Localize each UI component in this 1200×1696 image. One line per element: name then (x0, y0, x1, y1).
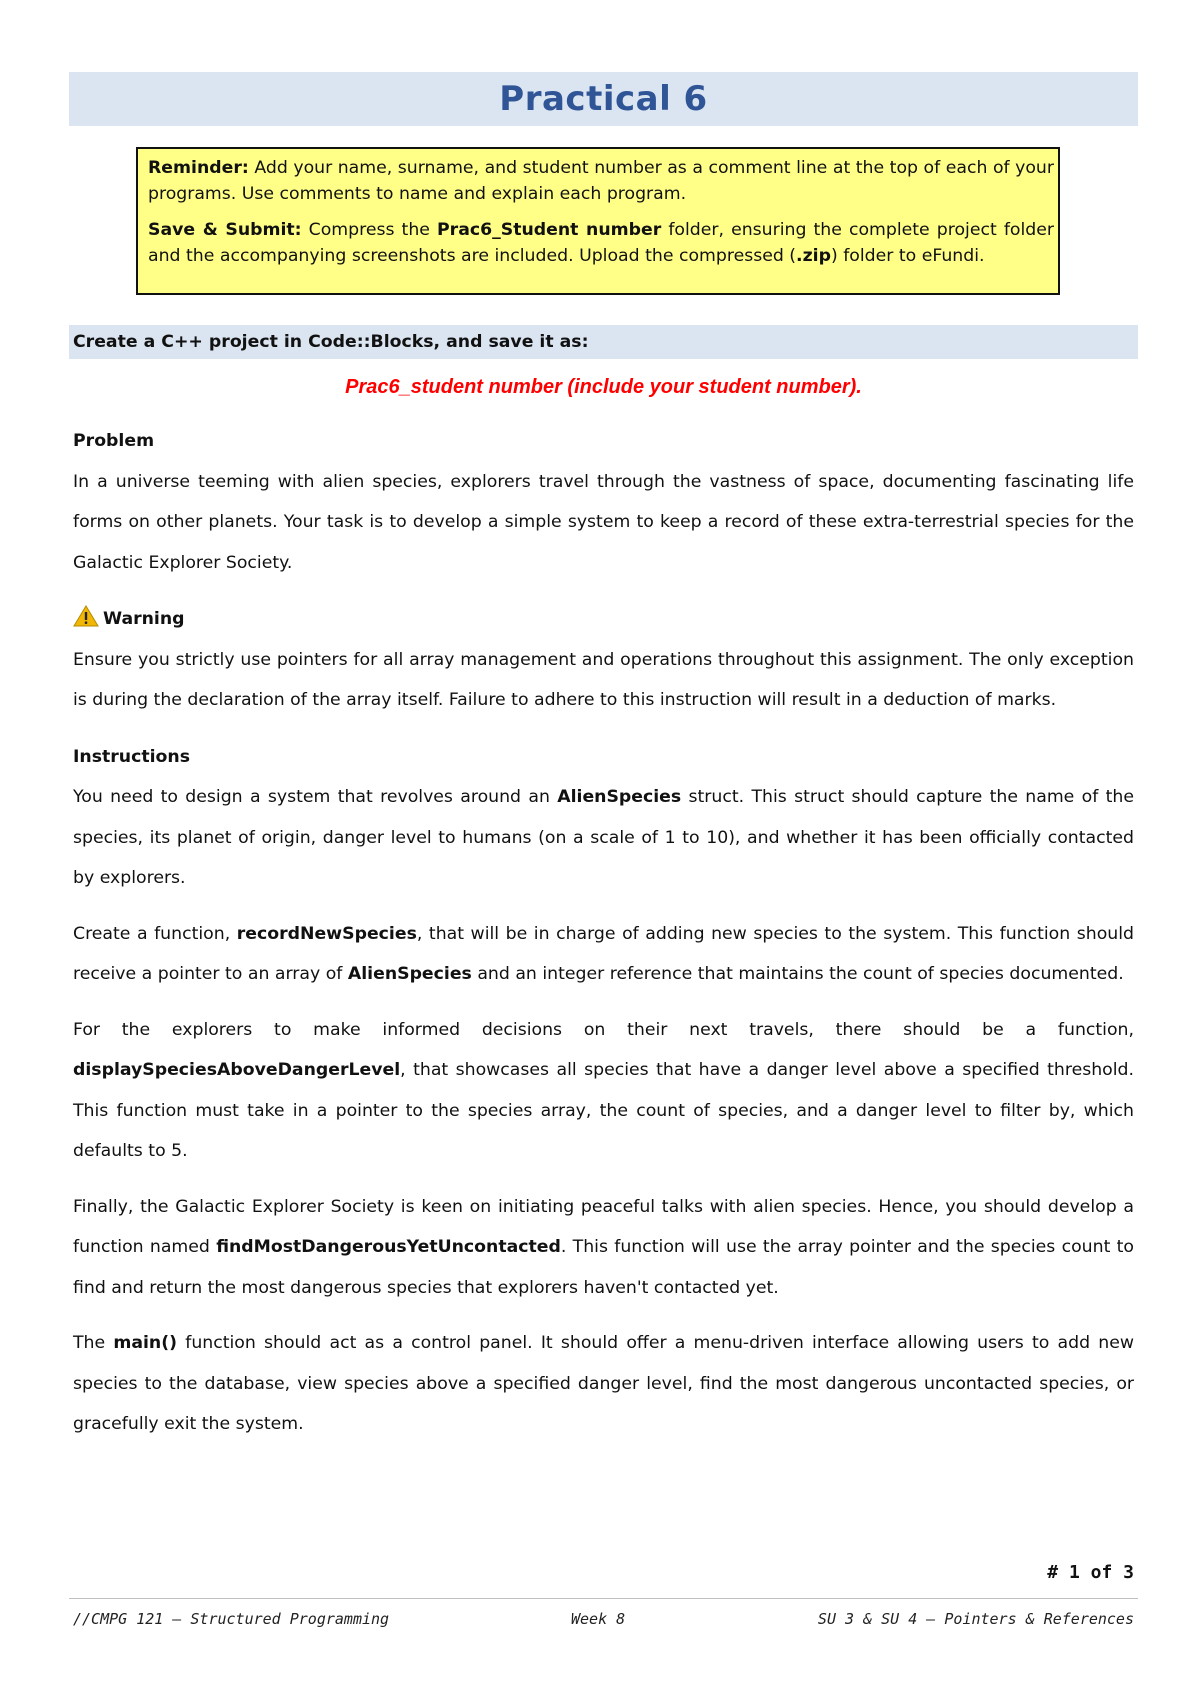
save-submit-paragraph (148, 217, 1054, 269)
page-title: Practical 6 (499, 79, 708, 119)
findmostdangerous-term: findMostDangerousYetUncontacted (216, 1237, 561, 1257)
instructions-paragraph-2: Create a function, recordNewSpecies, that will be in charge of adding new species to the system. This function should receive a pointer to an array of AlienSpecies and an integer reference that maintains the count of species documented. (73, 923, 1135, 984)
page-number: # 1 of 3 (1047, 1562, 1134, 1583)
instructions-paragraph-1: You need to design a system that revolves around an AlienSpecies struct. This struct should capture the name of the species, its planet of origin, danger level to humans (on a scale of 1 to 10), and whether it has been officially contacted by explorers. (73, 787, 1134, 888)
alienspecies-term: AlienSpecies (557, 787, 682, 807)
alienspecies-term: AlienSpecies (347, 964, 472, 984)
warning-icon (73, 605, 99, 627)
warning-heading: Warning (103, 609, 185, 629)
save-submit-text-c: ) folder to eFundi. (830, 246, 985, 266)
section-header-band (69, 325, 1138, 359)
recordnewspecies-term: recordNewSpecies (236, 923, 417, 944)
section-header: Create a C++ project in Code::Blocks, and save it as: (73, 332, 589, 352)
instructions-heading: Instructions (73, 746, 190, 767)
document-body (73, 421, 1134, 1445)
save-submit-text-a: Compress the (301, 220, 437, 240)
save-submit-label: Save & Submit: (148, 220, 302, 240)
save-submit-text-b: folder, ensuring the complete project folder and the accompanying screenshots are included. Upload the compressed ( (148, 220, 1054, 266)
footer-divider (69, 1598, 1138, 1599)
instructions-paragraph-4: Finally, the Galactic Explorer Society is keen on initiating peaceful talks with alien species. Hence, you should develop a function named findMostDangerousYetUncontacted. This function will use the array pointer and the species count to find and return the most dangerous species that explorers haven't contacted yet. (73, 1196, 1135, 1298)
folder-name: Prac6_Student number (437, 220, 662, 240)
zip-extension: .zip (796, 246, 831, 266)
displayspecies-term: displaySpeciesAboveDangerLevel (73, 1060, 401, 1080)
instructions-paragraph-5: The main() function should act as a control panel. It should offer a menu-driven interface allowing users to add new species to the database, view species above a specified danger level, find the most dangerous uncontacted species, or gracefully exit the system. (73, 1333, 1134, 1434)
footer-week: Week 8 (571, 1610, 626, 1628)
reminder-box (136, 147, 1060, 295)
footer (73, 1610, 1134, 1634)
warning-text: Ensure you strictly use pointers for all array management and operations throughout this assignment. The only exception is during the declaration of the array itself. Failure to adhere to this instruction will result in a deduction of marks. (73, 649, 1134, 710)
reminder-text: Add your name, surname, and student number as a comment line at the top of each of your programs. Use comments to name and explain each program. (148, 158, 1054, 204)
instructions-paragraph-3: For the explorers to make informed decisions on their next travels, there should be a function, displaySpeciesAboveDangerLevel, that showcases all species that have a danger level above a specified threshold. This function must take in a pointer to the species array, the count of species, and a danger level to filter by, which defaults to 5. (73, 1019, 1134, 1161)
reminder-label: Reminder: (148, 158, 249, 178)
footer-course: //CMPG 121 – Structured Programming (73, 1610, 390, 1628)
reminder-paragraph (148, 155, 1054, 207)
warning-heading-line (73, 599, 1134, 640)
problem-text: In a universe teeming with alien species, explorers travel through the vastness of space, documenting fascinating life forms on other planets. Your task is to develop a simple system to keep a record of these extra-terrestrial species for the Galactic Explorer Society. (73, 471, 1134, 573)
footer-topic: SU 3 & SU 4 – Pointers & References (817, 1610, 1134, 1628)
title-band (69, 72, 1138, 126)
main-function-term: main() (113, 1333, 178, 1353)
problem-heading: Problem (73, 431, 155, 451)
project-name: Prac6_student number (include your student number). (345, 376, 862, 398)
